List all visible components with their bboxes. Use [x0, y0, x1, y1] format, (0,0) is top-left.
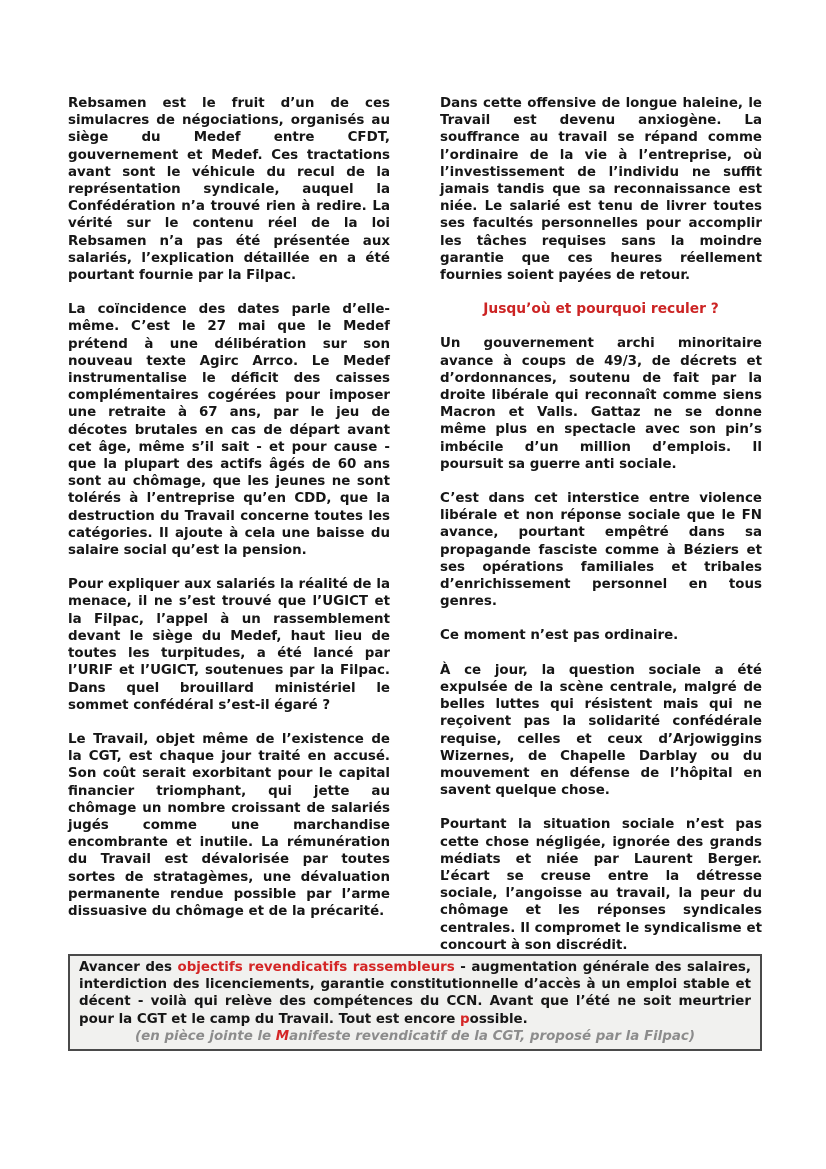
- paragraph-offensive-anxiogene: Dans cette offensive de longue haleine, le Travail est devenu anxiogène. La souffrance au travail se répand comme l’ordinaire de la vie à l’entreprise, où l’investissement de l’individu ne suffit jamais tandis que sa reconnaissance est niée. Le salarié est tenu de livrer toutes ses facultés personnelles pour accomplir les tâches requises sans la moindre garantie que ces heures réellement fournies soient payées de retour.: [440, 96, 762, 284]
- paragraph-situation-sociale: Pourtant la situation sociale n’est pas cette chose négligée, ignorée des grands médiats et niée par Laurent Berger. L’écart se creuse entre la détresse sociale, l’angoisse au travail, la peur du chômage et les réponses syndicales centrales. Il compromet le syndicalisme et concourt à son discrédit.: [440, 817, 762, 953]
- call-to-action-box: [68, 954, 762, 1051]
- paragraph-gouvernement-minoritaire: Un gouvernement archi minoritaire avance à coups de 49/3, de décrets et d’ordonnances, soutenu de fait par la droite libérale qui reconnaît comme siens Macron et Valls. Gattaz ne se donne même plus en spectacle avec son pin’s imbécile d’un million d’emplois. Il poursuit sa guerre anti sociale.: [440, 336, 762, 472]
- paragraph-rebsamen: Rebsamen est le fruit d’un de ces simulacres de négociations, organisés au siège du Medef entre CFDT, gouvernement et Medef. Ces tractations avant sont le véhicule du recul de la représentation syndicale, auquel la Confédération n’a trouvé rien à redire. La vérité sur le contenu réel de la loi Rebsamen n’a pas été présentée aux salariés, l’explication détaillée en a été pourtant fournie par la Filpac.: [68, 96, 390, 284]
- paragraph-coincidence-dates: La coïncidence des dates parle d’elle-même. C’est le 27 mai que le Medef prétend à une délibération sur son nouveau texte Agirc Arrco. Le Medef instrumentalise le déficit des caisses complémentaires cogérées pour imposer une retraite à 67 ans, par le jeu de décotes brutales en cas de départ avant cet âge, même s’il sait - et pour cause - que la plupart des actifs âgés de 60 ans sont au chômage, que les jeunes ne sont tolérés à l’entreprise qu’en CDD, que la destruction du Travail concerne toutes les catégories. Il ajoute à cela une baisse du salaire social qu’est la pension.: [68, 302, 390, 559]
- cta-body-text: - augmentation générale des salaires, interdiction des licenciements, garantie constitutionnelle d’accès à un emploi stable et décent - voilà qui relève des compétences du CCN. Avant que l’été ne soit meurtrier pour la CGT et le camp du Travail. Tout est encore: [79, 960, 751, 1027]
- cta-possible-red-initial: p: [460, 1011, 470, 1027]
- cta-lead-text: Avancer des: [79, 960, 178, 975]
- section-heading-jusquou-reculer: Jusqu’où et pourquoi reculer ?: [483, 301, 719, 318]
- attachment-note: [79, 1028, 751, 1045]
- note-open-text: (en pièce jointe le: [135, 1028, 276, 1044]
- paragraph-interstice-fn: C’est dans cet interstice entre violence libérale et non réponse sociale que le FN avance, pourtant empêtré dans sa propagande fasciste comme à Béziers et ses opérations familiales et tribales d’enrichissement personnel en tous genres.: [440, 491, 762, 610]
- paragraph-moment-pas-ordinaire: Ce moment n’est pas ordinaire.: [440, 628, 679, 644]
- paragraph-pour-expliquer: Pour expliquer aux salariés la réalité de la menace, il ne s’est trouvé que l’UGICT et la Filpac, l’appel à un rassemblement devant le siège du Medef, haut lieu de toutes les turpitudes, a été lancé par l’URIF et l’UGICT, soutenues par la Filpac. Dans quel brouillard ministériel le sommet confédéral s’est-il égaré ?: [68, 577, 390, 713]
- cta-possible-rest: ossible.: [469, 1011, 528, 1027]
- paragraph-question-sociale: À ce jour, la question sociale a été expulsée de la scène centrale, malgré de belles luttes qui résistent mais qui ne reçoivent pas la solidarité confédérale requise, celles et ceux d’Arjowiggins Wizernes, de Chapelle Darblay ou du mouvement en défense de l’hôpital en savent quelque chose.: [440, 662, 762, 799]
- right-column: [440, 95, 762, 971]
- note-rest-text: anifeste revendicatif de la CGT, proposé par la Filpac): [289, 1028, 695, 1044]
- call-to-action-text: [79, 959, 751, 1028]
- note-red-initial: M: [275, 1028, 290, 1044]
- paragraph-le-travail-accuse: Le Travail, objet même de l’existence de la CGT, est chaque jour traité en accusé. Son coût serait exorbitant pour le capital financier triomphant, qui jette au chômage un nombre croissant de salariés jugés comme une marchandise encombrante et inutile. La rémunération du Travail est dévalorisée par toutes sortes de stratagèmes, une dévaluation permanente rendue possible par l’arme dissuasive du chômage et de la précarité.: [68, 731, 390, 919]
- cta-red-emphasis: objectifs revendicatifs rassembleurs: [177, 960, 455, 975]
- left-column: [68, 95, 390, 971]
